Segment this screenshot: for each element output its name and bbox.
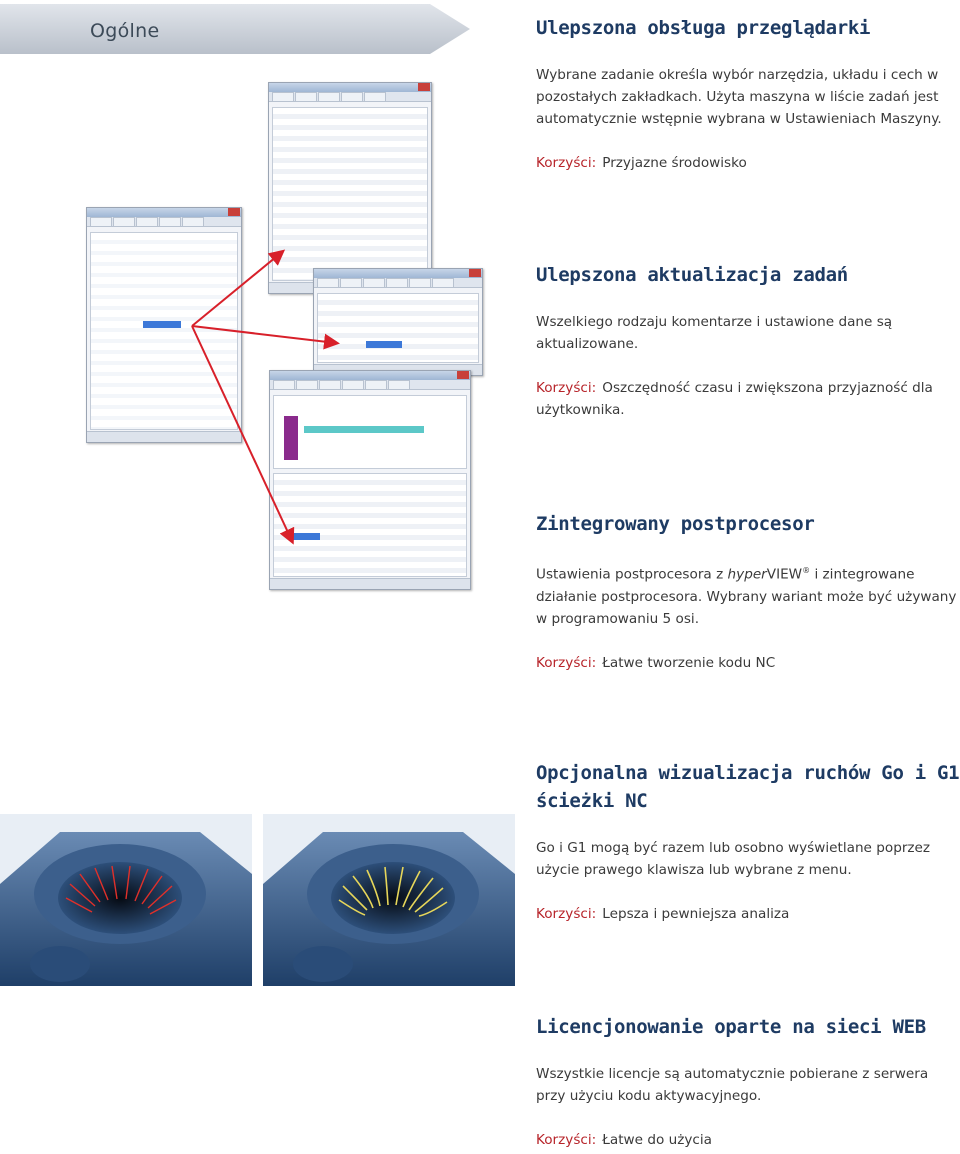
- section-title: Licencjonowanie oparte na sieci WEB: [536, 1016, 926, 1038]
- g0-g1-render-right: [263, 814, 515, 986]
- connector-arrows: [0, 0, 520, 600]
- brand-italic: hyper: [727, 566, 767, 583]
- benefit-line: [536, 152, 960, 174]
- section-body: Go i G1 mogą być razem lub osobno wyświetlane poprzez użycie prawego klawisza lub wybrane z menu.: [536, 840, 931, 878]
- section-postprocessor: [536, 510, 960, 674]
- registered-mark: ®: [802, 566, 811, 575]
- toolpath-render-yellow: [263, 814, 515, 986]
- benefit-text: Oszczędność czasu i zwiększona przyjazność dla użytkownika.: [536, 380, 933, 418]
- toolpath-render-red: [0, 814, 252, 986]
- benefit-text: Łatwe do użycia: [602, 1132, 712, 1148]
- benefit-line: [536, 652, 960, 674]
- section-body: Wybrane zadanie określa wybór narzędzia, układu i cech w pozostałych zakładkach. Użyta maszyna w liście zadań jest automatycznie wstępnie wybrana w Ustawieniach Maszyny.: [536, 67, 942, 127]
- section-title: Ulepszona obsługa przeglądarki: [536, 17, 871, 39]
- section-title: Zintegrowany postprocesor: [536, 513, 815, 535]
- section-browser: [536, 14, 960, 174]
- benefit-text: Przyjazne środowisko: [602, 155, 747, 171]
- g0-g1-render-left: [0, 814, 252, 986]
- benefit-line: [536, 377, 960, 421]
- section-body: Wszelkiego rodzaju komentarze i ustawione dane są aktualizowane.: [536, 314, 893, 352]
- benefit-text: Łatwe tworzenie kodu NC: [602, 654, 776, 671]
- section-title: Opcjonalna wizualizacja ruchów Go i G1 ścieżki NC: [536, 762, 960, 812]
- tab-label: Ogólne: [90, 20, 160, 42]
- section-web-licensing: [536, 1013, 960, 1151]
- benefit-label: Korzyści:: [536, 906, 597, 922]
- benefit-line: [536, 903, 960, 925]
- section-job-update: [536, 261, 960, 421]
- body-text: i zintegrowane działanie postprocesora. Wybrany wariant może być używany w programowaniu 5 osi.: [536, 566, 957, 627]
- section-body: [536, 560, 960, 630]
- section-title: Ulepszona aktualizacja zadań: [536, 264, 848, 286]
- benefit-text: Lepsza i pewniejsza analiza: [602, 906, 790, 922]
- benefit-label: Korzyści:: [536, 654, 597, 671]
- brand-name: VIEW: [766, 566, 803, 583]
- section-g0-g1: [536, 759, 960, 925]
- benefit-label: Korzyści:: [536, 1132, 597, 1148]
- body-text: Ustawienia postprocesora z: [536, 566, 728, 583]
- benefit-line: [536, 1129, 960, 1151]
- section-body: Wszystkie licencje są automatycznie pobierane z serwera przy użyciu kodu aktywacyjnego.: [536, 1066, 929, 1104]
- benefit-label: Korzyści:: [536, 155, 597, 171]
- benefit-label: Korzyści:: [536, 380, 597, 396]
